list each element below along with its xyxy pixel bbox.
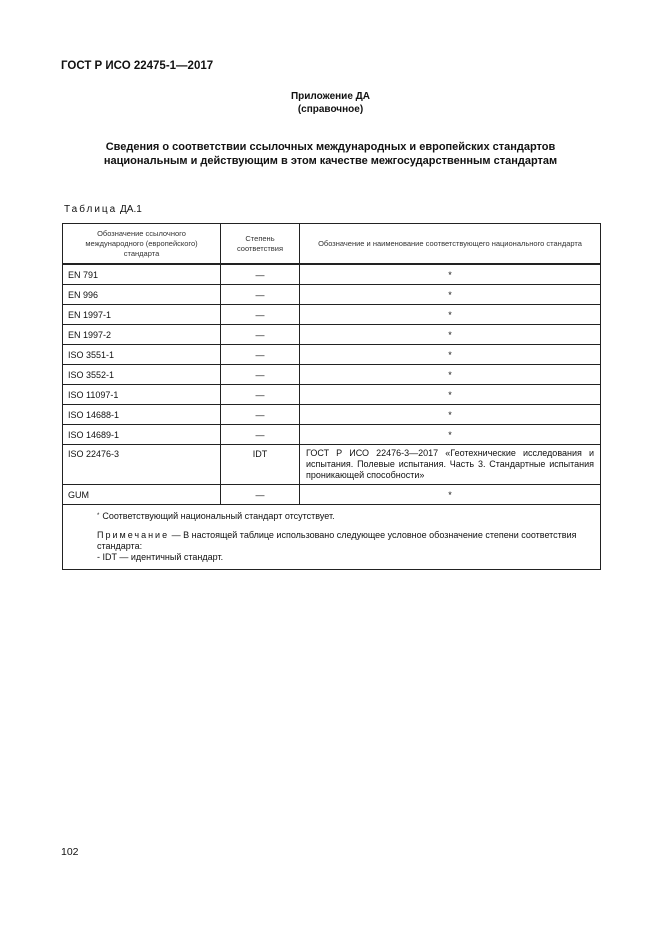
table-row [63,385,601,405]
table-header-row [63,224,601,265]
table-row [63,325,601,345]
table-row [63,405,601,425]
cell-national: * [300,425,601,445]
cell-degree: — [221,425,300,445]
section-title [0,140,661,168]
cell-national: * [300,325,601,345]
table-row [63,285,601,305]
cell-reference: ISO 11097-1 [63,385,221,405]
cell-reference: EN 791 [63,264,221,285]
footnote-text: Соответствующий национальный стандарт отсутствует. [102,511,335,521]
annex-heading [0,90,661,116]
cell-national: * [300,485,601,505]
standards-table [62,223,601,570]
table-row [63,345,601,365]
table-caption-number: ДА.1 [120,204,142,215]
cell-degree: — [221,325,300,345]
cell-national: * [300,385,601,405]
note-label: Примечание [97,530,170,540]
table-row [63,264,601,285]
header-national-standard: Обозначение и наименование соответствующего национального стандарта [300,224,601,265]
cell-reference: EN 996 [63,285,221,305]
cell-national: * [300,305,601,325]
cell-national: * [300,264,601,285]
cell-national: * [300,285,601,305]
table-row [63,365,601,385]
table-caption [64,204,142,215]
header-reference-standard: Обозначение ссылочного международного (европейского) стандарта [63,224,221,265]
cell-reference: ISO 14688-1 [63,405,221,425]
cell-degree: — [221,345,300,365]
note-text: — В настоящей таблице использовано следующее условное обозначение степени соответствия стандарта: [97,530,577,551]
footnote-mark: * [97,513,100,519]
cell-degree: IDT [221,445,300,485]
table-notes-row [63,505,601,570]
cell-national: * [300,345,601,365]
cell-degree: — [221,485,300,505]
section-title-line-1: Сведения о соответствии ссылочных международных и европейских стандартов [105,141,556,153]
table-notes [63,505,601,570]
table-row [63,305,601,325]
header-degree: Степень соответствия [221,224,300,265]
cell-reference: ISO 3552-1 [63,365,221,385]
table-row [63,425,601,445]
cell-reference: EN 1997-1 [63,305,221,325]
table-row [63,485,601,505]
table-row [63,445,601,485]
cell-degree: — [221,385,300,405]
cell-reference: ISO 14689-1 [63,425,221,445]
cell-reference: ISO 3551-1 [63,345,221,365]
cell-reference: EN 1997-2 [63,325,221,345]
cell-degree: — [221,264,300,285]
annex-type: (справочное) [297,104,364,115]
section-title-line-2: национальным и действующим в этом качестве межгосударственным стандартам [103,155,558,167]
cell-national: * [300,405,601,425]
cell-degree: — [221,305,300,325]
cell-degree: — [221,405,300,425]
table-footnote [97,511,594,522]
cell-reference: GUM [63,485,221,505]
note-item: - IDT — идентичный стандарт. [97,552,224,562]
table-caption-label: Таблица [64,204,118,215]
cell-degree: — [221,285,300,305]
cell-national: ГОСТ Р ИСО 22476-3—2017 «Геотехнические исследования и испытания. Полевые испытания. Часть 3. Стандартные испытания проникающей способности» [300,445,601,485]
cell-reference: ISO 22476-3 [63,445,221,485]
cell-national: * [300,365,601,385]
annex-label: Приложение ДА [290,91,371,102]
page-number: 102 [61,846,79,858]
document-code: ГОСТ Р ИСО 22475-1—2017 [61,60,214,72]
cell-degree: — [221,365,300,385]
table-note [97,530,594,552]
